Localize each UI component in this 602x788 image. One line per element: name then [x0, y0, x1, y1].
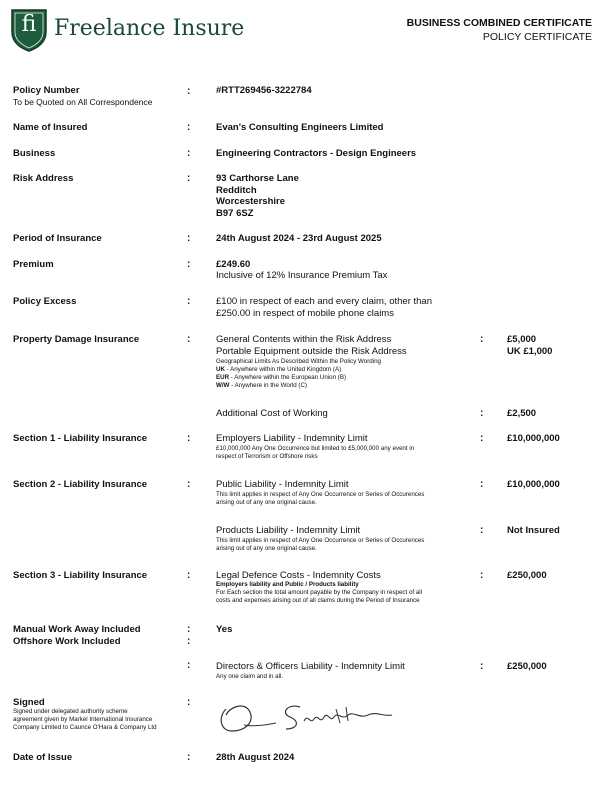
- signed-label: Signed: [13, 697, 45, 708]
- premium-note: Inclusive of 12% Insurance Premium Tax: [216, 270, 388, 281]
- company-logo: [10, 8, 48, 52]
- section2-item: Public Liability - Indemnity Limit: [216, 479, 349, 490]
- colon: :: [480, 661, 484, 672]
- geo-limits: [216, 358, 381, 390]
- acw-value: £2,500: [507, 408, 537, 419]
- period-value: 24th August 2024 - 23rd August 2025: [216, 233, 382, 244]
- directors-note: Any one claim and in all.: [216, 673, 284, 680]
- colon: :: [187, 635, 191, 647]
- colon: :: [480, 408, 484, 419]
- colon: :: [187, 233, 191, 244]
- manual-value: Yes: [216, 624, 233, 635]
- business-label: Business: [13, 148, 56, 159]
- address-line: 93 Carthorse Lane: [216, 173, 299, 184]
- address-line: B97 6SZ: [216, 207, 254, 219]
- section3-note: Employers liability and Public / Products liability For Each section the total amount payable by the Company in respect of all costs and expenses arising out of all claims during the Period of Insurance: [216, 581, 423, 604]
- brand-name: Freelance Insure: [54, 16, 245, 41]
- geo-note: Geographical Limits As Described Within the Policy Wording: [216, 358, 381, 365]
- excess-line: £100 in respect of each and every claim, other than: [216, 296, 432, 307]
- premium-label: Premium: [13, 259, 54, 270]
- geo-uk: UK - Anywhere within the United Kingdom (A): [216, 366, 342, 373]
- colon: :: [187, 259, 191, 270]
- colon: :: [480, 479, 484, 490]
- colon: :: [187, 86, 191, 97]
- property-values: [507, 334, 552, 357]
- colon: :: [480, 433, 484, 444]
- signature-image: [214, 695, 404, 737]
- colon: :: [187, 148, 191, 159]
- colon: :: [187, 122, 191, 133]
- section3-value: £250,000: [507, 570, 547, 581]
- policy-number-label: Policy Number: [13, 85, 80, 96]
- excess-label: Policy Excess: [13, 296, 77, 307]
- colon: :: [187, 479, 191, 490]
- manual-label: Manual Work Away Included: [13, 624, 141, 635]
- property-items: [216, 334, 407, 357]
- section2-note: This limit applies in respect of Any One Occurrence or Series of Occurences arising out of any one original cause.: [216, 491, 425, 506]
- property-value: UK £1,000: [507, 345, 553, 357]
- section1-label: Section 1 - Liability Insurance: [13, 433, 148, 444]
- risk-address-label: Risk Address: [13, 173, 74, 184]
- section1-note: £10,000,000 Any One Occurrence but limited to £5,000,000 any event in respect of Terrorism or Offshore risks: [216, 445, 415, 460]
- geo-eur: EUR - Anywhere within the European Union (B): [216, 374, 347, 381]
- section1-item: Employers Liability - Indemnity Limit: [216, 433, 368, 444]
- colon: :: [480, 570, 484, 581]
- issue-value: 28th August 2024: [216, 752, 295, 763]
- property-label: Property Damage Insurance: [13, 334, 140, 345]
- issue-label: Date of Issue: [13, 752, 73, 763]
- directors-value: £250,000: [507, 661, 547, 672]
- section2-label: Section 2 - Liability Insurance: [13, 479, 148, 490]
- manual-labels: [13, 624, 141, 647]
- address-line: Worcestershire: [216, 196, 285, 207]
- manual-colons: [187, 624, 190, 647]
- certificate-title: BUSINESS COMBINED CERTIFICATE: [406, 17, 592, 29]
- business-value: Engineering Contractors - Design Engineers: [216, 148, 417, 159]
- colon: :: [187, 570, 191, 581]
- colon: :: [187, 296, 191, 307]
- excess-line: £250.00 in respect of mobile phone claims: [216, 307, 394, 319]
- directors-item: Directors & Officers Liability - Indemnity Limit: [216, 661, 405, 672]
- section3-label: Section 3 - Liability Insurance: [13, 570, 148, 581]
- products-value: Not Insured: [507, 525, 560, 536]
- section2-value: £10,000,000: [507, 479, 560, 490]
- colon: :: [187, 433, 191, 444]
- colon: :: [187, 173, 191, 184]
- colon: :: [187, 624, 191, 635]
- colon: :: [480, 334, 484, 345]
- property-item: General Contents within the Risk Address: [216, 334, 392, 345]
- property-value: £5,000: [507, 334, 537, 345]
- colon: :: [480, 525, 484, 536]
- offshore-label: Offshore Work Included: [13, 635, 121, 647]
- period-label: Period of Insurance: [13, 233, 102, 244]
- products-note: This limit applies in respect of Any One Occurrence or Series of Occurences arising out of any one original cause.: [216, 537, 425, 552]
- address-line: Redditch: [216, 184, 257, 196]
- section1-value: £10,000,000: [507, 433, 560, 444]
- geo-ww: W/W - Anywhere in the World (C): [216, 382, 308, 389]
- colon: :: [187, 660, 191, 671]
- policy-number-note: To be Quoted on All Correspondence: [13, 97, 153, 107]
- excess-value: [216, 296, 432, 319]
- colon: :: [187, 334, 191, 345]
- acw-label: Additional Cost of Working: [216, 408, 328, 419]
- insured-label: Name of Insured: [13, 122, 88, 133]
- section3-item: Legal Defence Costs - Indemnity Costs: [216, 570, 381, 581]
- logo-letters: fi: [21, 12, 37, 37]
- colon: :: [187, 752, 191, 763]
- premium-value: £249.60: [216, 259, 251, 270]
- signed-note: Signed under delegated authority scheme agreement given by Markel International Insurance Company Limited to Caunce O'Hara & Company Ltd: [13, 708, 157, 731]
- policy-number-value: #RTT269456-3222784: [216, 85, 312, 96]
- certificate-subtitle: POLICY CERTIFICATE: [482, 31, 592, 43]
- products-item: Products Liability - Indemnity Limit: [216, 525, 361, 536]
- colon: :: [187, 697, 191, 708]
- property-item: Portable Equipment outside the Risk Address: [216, 345, 407, 357]
- insured-value: Evan's Consulting Engineers Limited: [216, 122, 384, 133]
- risk-address-value: [216, 173, 299, 219]
